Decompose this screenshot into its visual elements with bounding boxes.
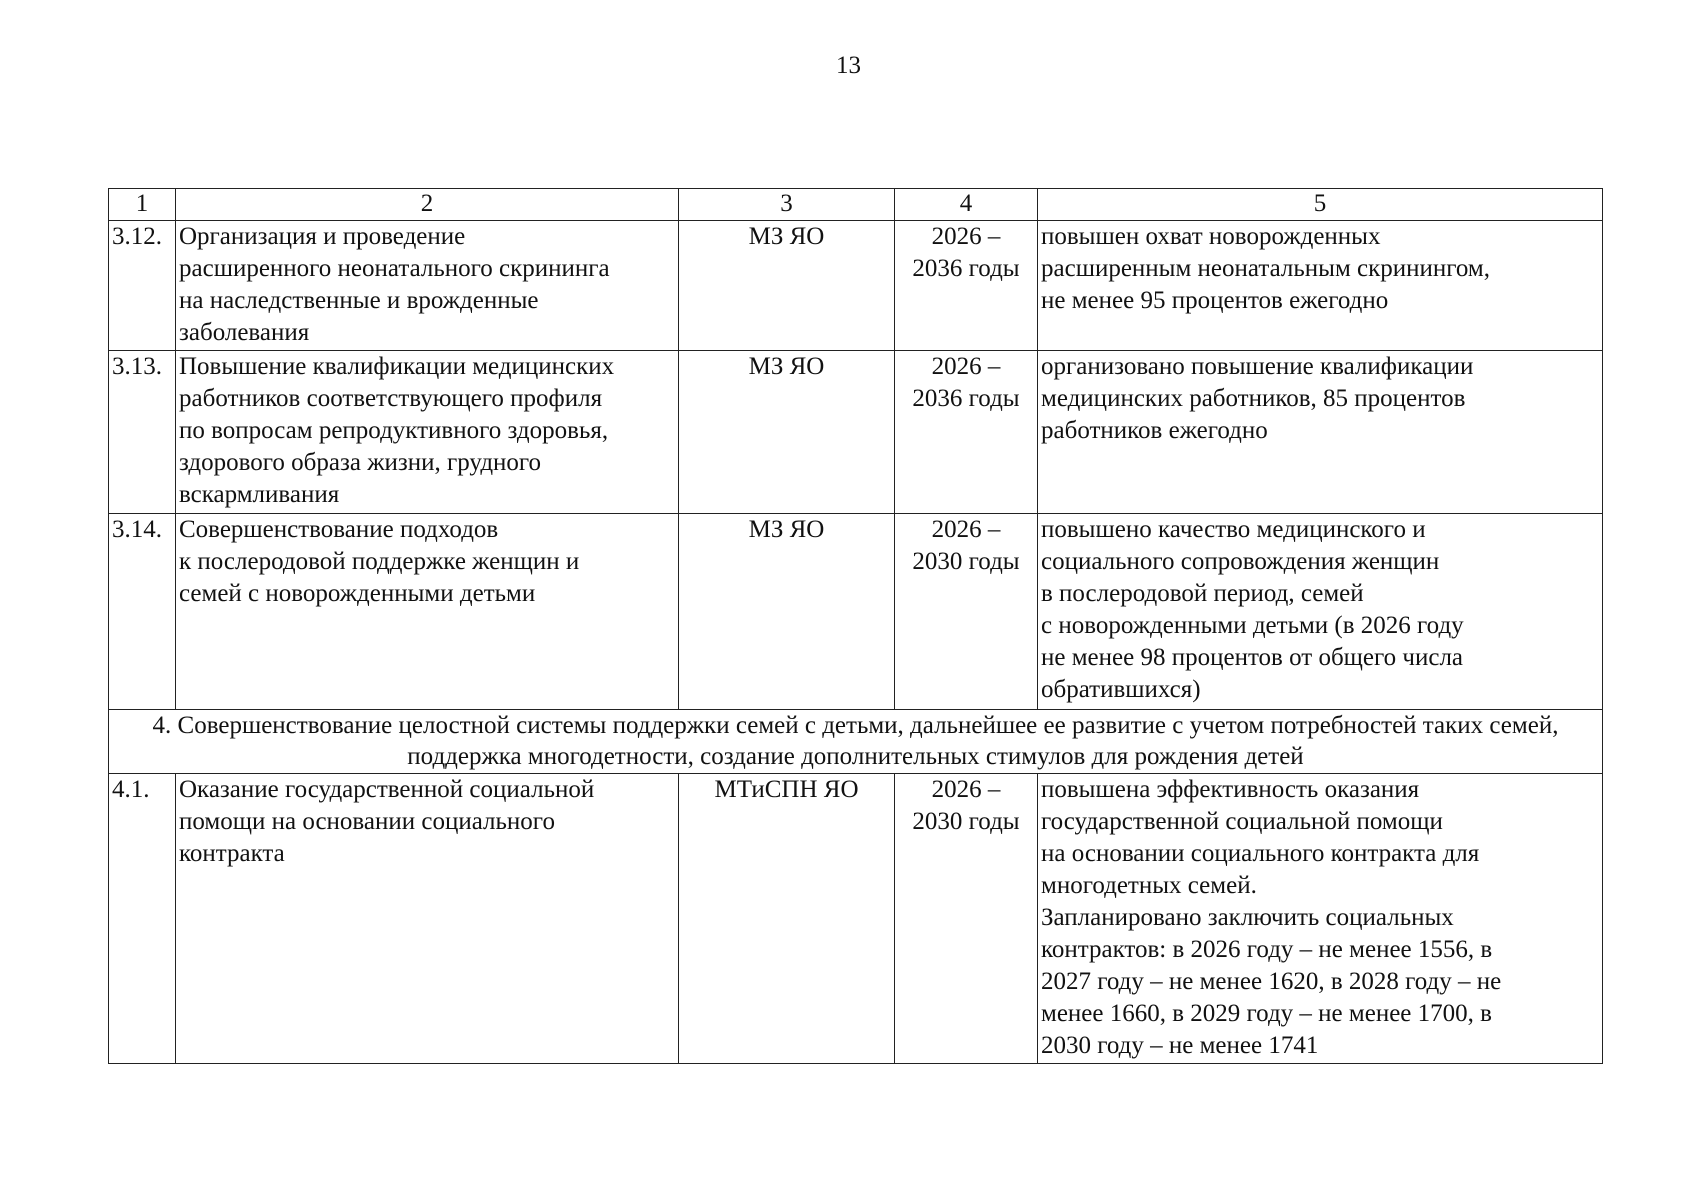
table-row: [109, 514, 1603, 710]
executor: МТиСПН ЯО: [679, 774, 895, 1064]
executor: МЗ ЯО: [679, 351, 895, 514]
table-header-row: [109, 189, 1603, 221]
row-number: 4.1.: [109, 774, 176, 1064]
section-heading: 4. Совершенствование целостной системы поддержки семей с детьми, дальнейшее ее развитие с учетом потребностей таких семей, поддержка многодетности, создание дополнительных стимулов для рождения детей: [109, 710, 1603, 774]
period: 2026 – 2030 годы: [895, 514, 1038, 710]
table-row: [109, 774, 1603, 1064]
row-number: 3.12.: [109, 221, 176, 351]
result: повышен охват новорожденных расширенным неонатальным скринингом, не менее 95 процентов ежегодно: [1038, 221, 1603, 351]
section-heading-row: [109, 710, 1603, 774]
event-name: Повышение квалификации медицинских работников соответствующего профиля по вопросам репродуктивного здоровья, здорового образа жизни, грудного вскармливания: [176, 351, 679, 514]
column-number-2: 2: [176, 189, 679, 221]
row-number: 3.13.: [109, 351, 176, 514]
period: 2026 – 2036 годы: [895, 221, 1038, 351]
table-row: [109, 221, 1603, 351]
executor: МЗ ЯО: [679, 514, 895, 710]
column-number-4: 4: [895, 189, 1038, 221]
column-number-1: 1: [109, 189, 176, 221]
period: 2026 – 2030 годы: [895, 774, 1038, 1064]
event-name: Организация и проведение расширенного неонатального скрининга на наследственные и врожденные заболевания: [176, 221, 679, 351]
row-number: 3.14.: [109, 514, 176, 710]
table-row: [109, 351, 1603, 514]
event-name: Совершенствование подходов к послеродовой поддержке женщин и семей с новорожденными детьми: [176, 514, 679, 710]
measures-table: [108, 188, 1603, 1064]
result: повышено качество медицинского и социального сопровождения женщин в послеродовой период, семей с новорожденными детьми (в 2026 году не менее 98 процентов от общего числа обратившихся): [1038, 514, 1603, 710]
executor: МЗ ЯО: [679, 221, 895, 351]
column-number-3: 3: [679, 189, 895, 221]
column-number-5: 5: [1038, 189, 1603, 221]
result: повышена эффективность оказания государственной социальной помощи на основании социального контракта для многодетных семей. Запланировано заключить социальных контрактов: в 2026 году – не менее 1556, в 2027 году – не менее 1620, в 2028 году – не менее 1660, в 2029 году – не менее 1700, в 2030 году – не менее 1741: [1038, 774, 1603, 1064]
result: организовано повышение квалификации медицинских работников, 85 процентов работников ежегодно: [1038, 351, 1603, 514]
period: 2026 – 2036 годы: [895, 351, 1038, 514]
event-name: Оказание государственной социальной помощи на основании социального контракта: [176, 774, 679, 1064]
page-number: 13: [836, 52, 861, 79]
